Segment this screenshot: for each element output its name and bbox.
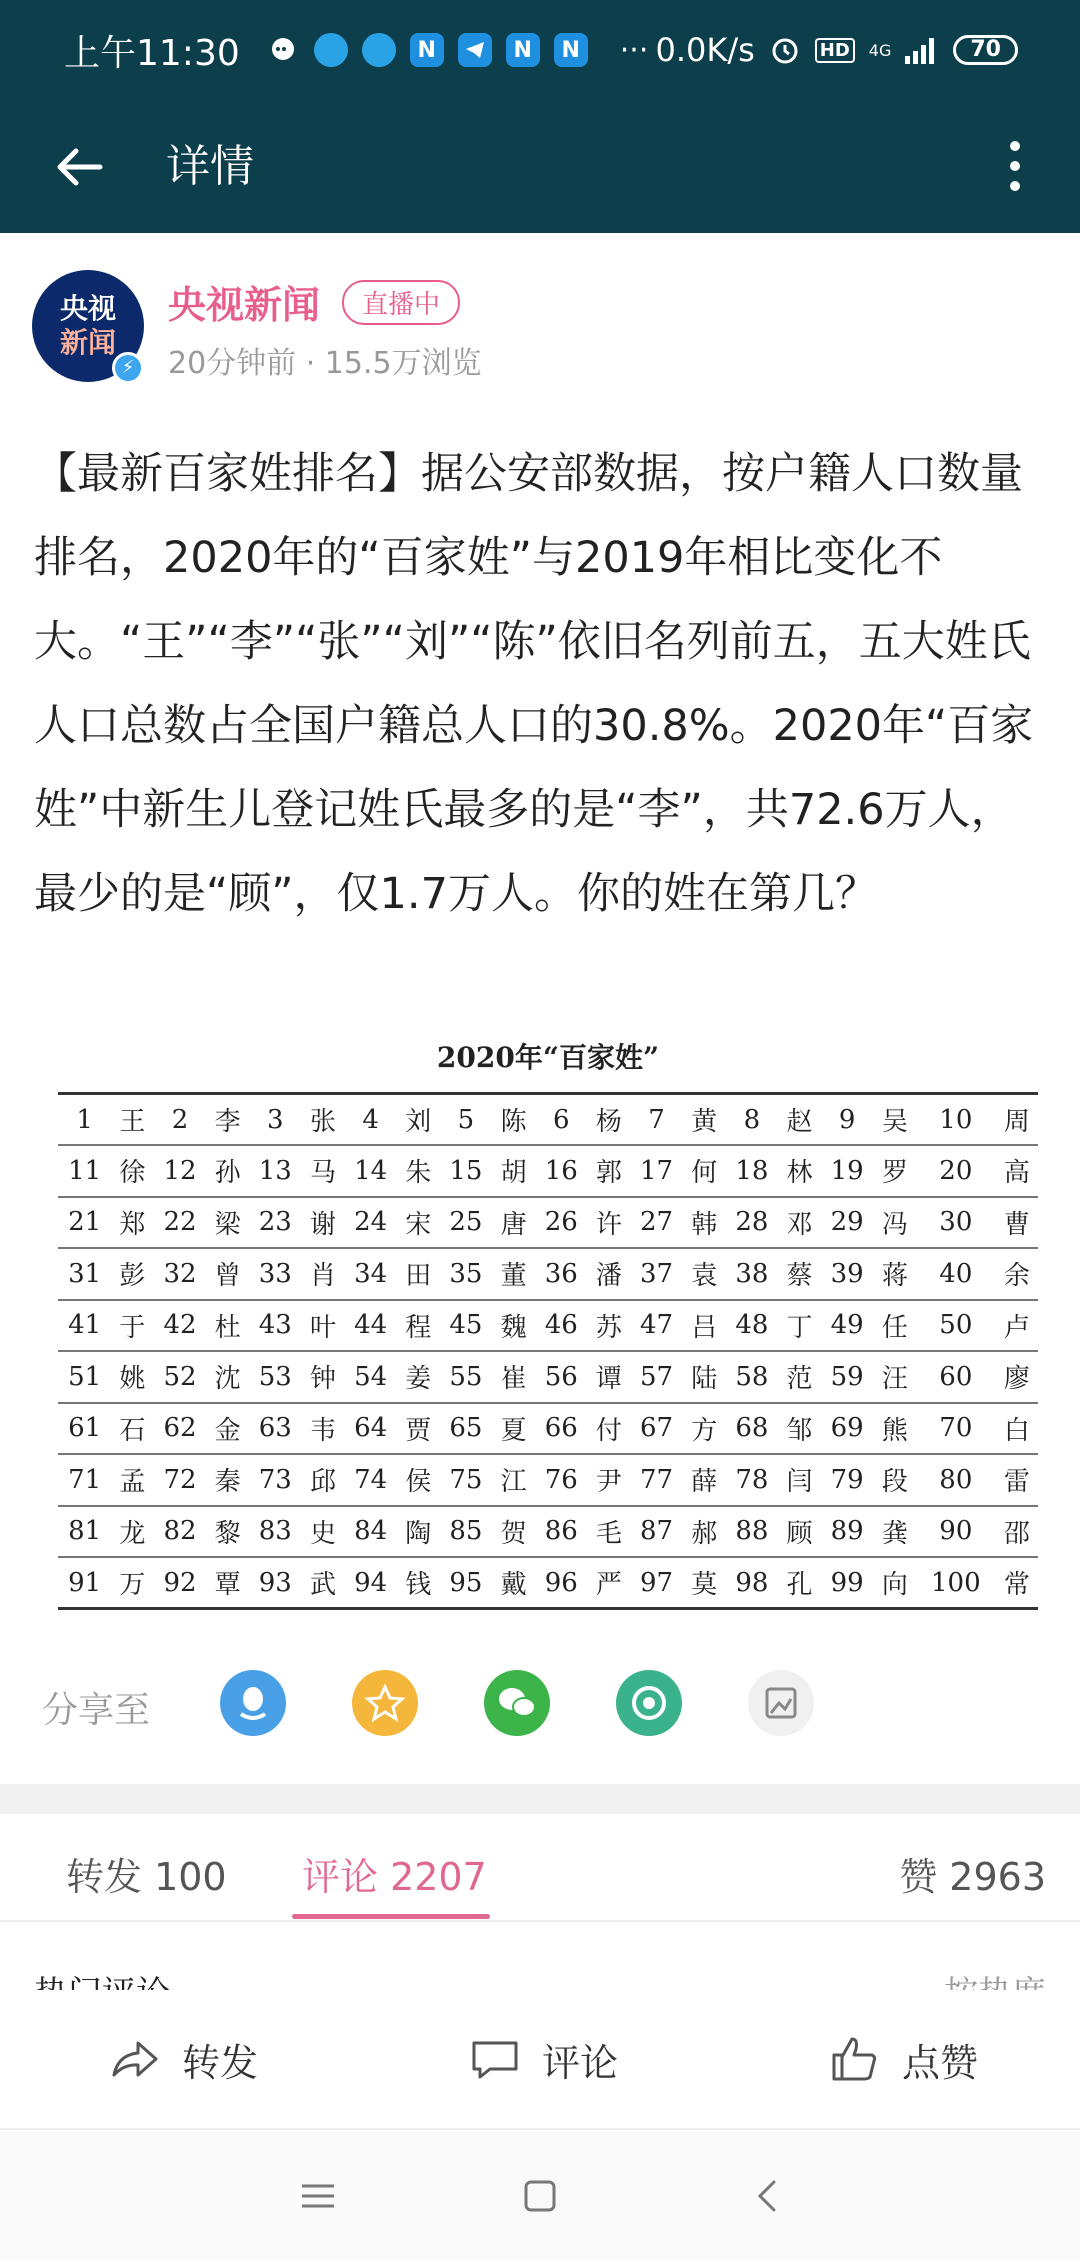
author-row[interactable] <box>32 270 1048 390</box>
surname-rank: 8 <box>725 1094 778 1146</box>
live-badge[interactable]: 直播中 <box>342 280 460 325</box>
surname-cell: 胡 <box>493 1145 535 1197</box>
like-button[interactable] <box>828 2032 978 2087</box>
surname-table <box>58 1092 1038 1610</box>
surname-cell: 程 <box>397 1300 439 1352</box>
surname-rank: 58 <box>725 1351 778 1403</box>
surname-rank: 95 <box>449 1567 483 1598</box>
action-bar <box>0 1990 1080 2130</box>
back-arrow-icon[interactable] <box>54 142 104 192</box>
surname-rank: 27 <box>630 1197 683 1249</box>
surname-cell: 沈 <box>207 1351 249 1403</box>
surname-rank: 23 <box>249 1197 302 1249</box>
home-square-icon[interactable] <box>522 2178 558 2214</box>
qzone-share-icon[interactable] <box>352 1670 418 1736</box>
surname-rank: 54 <box>344 1351 397 1403</box>
surname-cell: 高 <box>996 1145 1038 1197</box>
surname-rank: 32 <box>153 1248 206 1300</box>
surname-cell: 李 <box>207 1094 249 1146</box>
surname-rank: 4 <box>344 1094 397 1146</box>
surname-rank: 69 <box>821 1403 874 1455</box>
surname-cell: 孔 <box>786 1570 813 1600</box>
surname-cell: 姜 <box>397 1351 439 1403</box>
more-notif-icon: ··· <box>619 32 649 68</box>
comment-label: 评论 <box>542 2041 619 2085</box>
surname-rank: 34 <box>344 1248 397 1300</box>
surname-cell: 廖 <box>996 1351 1038 1403</box>
surname-rank: 47 <box>630 1300 683 1352</box>
surname-cell: 刘 <box>397 1094 439 1146</box>
surname-cell: 姚 <box>111 1351 153 1403</box>
news-notif-icon: N <box>554 33 588 67</box>
surname-rank: 20 <box>916 1145 996 1197</box>
system-nav-bar <box>0 2132 1080 2260</box>
news-notif-icon: N <box>506 33 540 67</box>
surname-rank: 40 <box>916 1248 996 1300</box>
signal-label: 4G <box>868 40 892 60</box>
surname-cell: 方 <box>683 1403 725 1455</box>
tab-bar <box>0 1814 1080 1922</box>
surname-cell: 王 <box>111 1094 153 1146</box>
surname-rank: 14 <box>344 1145 397 1197</box>
notification-icons <box>266 33 649 68</box>
surname-cell: 尹 <box>588 1454 630 1506</box>
surname-cell: 肖 <box>302 1248 344 1300</box>
surname-table-row <box>58 1454 1038 1506</box>
surname-rank: 71 <box>58 1454 111 1506</box>
surname-rank: 31 <box>58 1248 111 1300</box>
surname-cell: 范 <box>779 1351 821 1403</box>
hd-icon: HD <box>815 38 855 63</box>
surname-cell: 郑 <box>111 1197 153 1249</box>
surname-cell: 江 <box>493 1454 535 1506</box>
tab-likes[interactable]: 赞 2963 <box>899 1855 1046 1899</box>
surname-rank: 39 <box>821 1248 874 1300</box>
surname-cell: 唐 <box>493 1197 535 1249</box>
surname-rank: 22 <box>153 1197 206 1249</box>
surname-table-row <box>58 1248 1038 1300</box>
surname-rank: 44 <box>344 1300 397 1352</box>
verified-icon: ⚡ <box>112 352 144 384</box>
repost-label: 转发 <box>182 2041 259 2085</box>
surname-cell: 陆 <box>683 1351 725 1403</box>
surname-cell: 严 <box>595 1570 622 1600</box>
surname-rank: 66 <box>535 1403 588 1455</box>
surname-rank: 1 <box>58 1094 111 1146</box>
surname-rank: 3 <box>249 1094 302 1146</box>
surname-cell: 邓 <box>779 1197 821 1249</box>
surname-cell: 顾 <box>779 1506 821 1558</box>
surname-rank: 13 <box>249 1145 302 1197</box>
surname-rank: 100 <box>931 1567 981 1598</box>
surname-rank: 49 <box>821 1300 874 1352</box>
surname-cell: 林 <box>779 1145 821 1197</box>
surname-rank: 99 <box>830 1567 864 1598</box>
moments-share-icon[interactable] <box>616 1670 682 1736</box>
surname-rank: 64 <box>344 1403 397 1455</box>
surname-table-row <box>58 1557 1038 1609</box>
active-tab-indicator <box>292 1914 490 1919</box>
surname-table-row <box>58 1403 1038 1455</box>
surname-cell: 潘 <box>588 1248 630 1300</box>
surname-rank: 85 <box>439 1506 492 1558</box>
app-notif-icon <box>362 33 396 67</box>
surname-cell: 闫 <box>779 1454 821 1506</box>
surname-rank: 2 <box>153 1094 206 1146</box>
surname-cell: 蔡 <box>779 1248 821 1300</box>
surname-cell: 赵 <box>779 1094 821 1146</box>
surname-cell: 陈 <box>493 1094 535 1146</box>
surname-table-row <box>58 1506 1038 1558</box>
surname-rank: 76 <box>535 1454 588 1506</box>
surname-cell: 龙 <box>111 1506 153 1558</box>
surname-table-row <box>58 1351 1038 1403</box>
surname-rank: 60 <box>916 1351 996 1403</box>
share-arrow-icon <box>108 2033 162 2087</box>
surname-cell: 朱 <box>397 1145 439 1197</box>
surname-rank: 12 <box>153 1145 206 1197</box>
surname-cell: 魏 <box>493 1300 535 1352</box>
surname-cell: 曾 <box>207 1248 249 1300</box>
post-meta: 20分钟前 · 15.5万浏览 <box>168 346 482 381</box>
surname-cell: 付 <box>588 1403 630 1455</box>
poster-share-icon[interactable] <box>748 1670 814 1736</box>
thumbs-up-icon <box>828 2033 882 2087</box>
surname-cell: 卢 <box>996 1300 1038 1352</box>
surname-rank: 55 <box>439 1351 492 1403</box>
surname-cell: 曹 <box>996 1197 1038 1249</box>
surname-rank: 83 <box>249 1506 302 1558</box>
top-bar <box>0 0 1080 233</box>
surname-rank: 57 <box>630 1351 683 1403</box>
surname-rank: 9 <box>821 1094 874 1146</box>
surname-cell: 苏 <box>588 1300 630 1352</box>
surname-cell: 任 <box>874 1300 916 1352</box>
surname-cell: 武 <box>309 1570 336 1600</box>
surname-cell: 毛 <box>588 1506 630 1558</box>
status-right <box>655 31 1018 69</box>
surname-rank: 24 <box>344 1197 397 1249</box>
surname-cell: 郭 <box>588 1145 630 1197</box>
surname-cell: 薛 <box>683 1454 725 1506</box>
surname-cell: 周 <box>996 1094 1038 1146</box>
surname-rank: 33 <box>249 1248 302 1300</box>
net-speed: 0.0K/s <box>655 31 755 69</box>
surname-cell: 贺 <box>493 1506 535 1558</box>
surname-rank: 68 <box>725 1403 778 1455</box>
surname-rank: 19 <box>821 1145 874 1197</box>
surname-cell: 侯 <box>397 1454 439 1506</box>
surname-rank: 5 <box>439 1094 492 1146</box>
news-notif-icon: N <box>410 33 444 67</box>
surname-rank: 29 <box>821 1197 874 1249</box>
surname-rank: 28 <box>725 1197 778 1249</box>
surname-rank: 16 <box>535 1145 588 1197</box>
surname-cell: 袁 <box>683 1248 725 1300</box>
surname-table-row <box>58 1300 1038 1352</box>
avatar-text: 央视 <box>59 292 116 325</box>
surname-rank: 73 <box>249 1454 302 1506</box>
surname-cell: 丁 <box>779 1300 821 1352</box>
surname-rank: 50 <box>916 1300 996 1352</box>
surname-cell: 雷 <box>996 1454 1038 1506</box>
surname-rank: 90 <box>916 1506 996 1558</box>
surname-cell: 余 <box>996 1248 1038 1300</box>
surname-cell: 邱 <box>302 1454 344 1506</box>
surname-rank: 92 <box>163 1567 197 1598</box>
surname-cell: 邵 <box>996 1506 1038 1558</box>
battery-icon: 70 <box>953 35 1018 65</box>
figure-title: 2020年“百家姓” <box>436 1041 660 1074</box>
surname-cell: 万 <box>119 1570 146 1600</box>
surname-rank: 26 <box>535 1197 588 1249</box>
surname-rank: 80 <box>916 1454 996 1506</box>
surname-rank: 77 <box>630 1454 683 1506</box>
surname-cell: 谭 <box>588 1351 630 1403</box>
surname-table-row <box>58 1094 1038 1146</box>
comment-button[interactable] <box>468 2032 618 2087</box>
surname-cell: 夏 <box>493 1403 535 1455</box>
surname-rank: 89 <box>821 1506 874 1558</box>
page-title: 详情 <box>166 141 254 192</box>
surname-cell: 秦 <box>207 1454 249 1506</box>
surname-cell: 黄 <box>683 1094 725 1146</box>
surname-rank: 79 <box>821 1454 874 1506</box>
surname-rank: 97 <box>640 1567 674 1598</box>
surname-cell: 董 <box>493 1248 535 1300</box>
surname-cell: 常 <box>1003 1570 1030 1600</box>
surname-rank: 56 <box>535 1351 588 1403</box>
surname-rank: 88 <box>725 1506 778 1558</box>
surname-cell: 冯 <box>874 1197 916 1249</box>
tab-repost[interactable]: 转发 100 <box>66 1855 227 1899</box>
alarm-icon <box>769 34 801 66</box>
section-divider <box>0 1784 1080 1814</box>
surname-cell: 何 <box>683 1145 725 1197</box>
share-label: 分享至 <box>42 1690 151 1731</box>
surname-cell: 段 <box>874 1454 916 1506</box>
surname-rank: 51 <box>58 1351 111 1403</box>
surname-cell: 熊 <box>874 1403 916 1455</box>
status-bar <box>0 0 1080 100</box>
surname-cell: 吕 <box>683 1300 725 1352</box>
surname-rank: 53 <box>249 1351 302 1403</box>
surname-cell: 于 <box>111 1300 153 1352</box>
surname-cell: 石 <box>111 1403 153 1455</box>
surname-rank: 42 <box>153 1300 206 1352</box>
surname-cell: 杨 <box>588 1094 630 1146</box>
surname-table-row <box>58 1197 1038 1249</box>
menu-icon[interactable] <box>300 2178 336 2214</box>
surname-cell: 崔 <box>493 1351 535 1403</box>
surname-cell: 戴 <box>500 1570 527 1600</box>
surname-rank: 81 <box>58 1506 111 1558</box>
surname-rank: 84 <box>344 1506 397 1558</box>
surname-rank: 52 <box>153 1351 206 1403</box>
tab-comments[interactable]: 评论 2207 <box>302 1855 487 1899</box>
app-notif-icon <box>314 33 348 67</box>
surname-cell: 白 <box>996 1403 1038 1455</box>
surname-rank: 96 <box>544 1567 578 1598</box>
surname-cell: 钱 <box>405 1570 432 1600</box>
surname-rank: 43 <box>249 1300 302 1352</box>
telegram-notif-icon <box>458 33 492 67</box>
surname-rank: 94 <box>354 1567 388 1598</box>
surname-cell: 孙 <box>207 1145 249 1197</box>
surname-rank: 65 <box>439 1403 492 1455</box>
surname-rank: 35 <box>439 1248 492 1300</box>
surname-cell: 罗 <box>874 1145 916 1197</box>
post-text: 【最新百家姓排名】据公安部数据，按户籍人口数量排名，2020年的“百家姓”与2019年相比变化不大。“王”“李”“张”“刘”“陈”依旧名列前五，五大姓氏人口总数占全国户籍总人口的30.8%。2020年“百家姓”中新生儿登记姓氏最多的是“李”，共72.6万人，最少的是“顾”，仅1.7万人。你的姓在第几？ <box>34 449 1034 919</box>
surname-cell: 彭 <box>111 1248 153 1300</box>
surname-rank: 82 <box>153 1506 206 1558</box>
share-row <box>0 1660 1080 1750</box>
surname-rank: 25 <box>439 1197 492 1249</box>
surname-rank: 37 <box>630 1248 683 1300</box>
surname-rank: 41 <box>58 1300 111 1352</box>
surname-rank: 6 <box>535 1094 588 1146</box>
nav-bar <box>0 100 1080 233</box>
surname-cell: 梁 <box>207 1197 249 1249</box>
comment-icon <box>468 2033 522 2087</box>
surname-rank: 72 <box>153 1454 206 1506</box>
surname-rank: 87 <box>630 1506 683 1558</box>
surname-cell: 叶 <box>302 1300 344 1352</box>
surname-cell: 韦 <box>302 1403 344 1455</box>
surname-rank: 36 <box>535 1248 588 1300</box>
surname-cell: 金 <box>207 1403 249 1455</box>
surname-rank: 48 <box>725 1300 778 1352</box>
surname-rank: 30 <box>916 1197 996 1249</box>
surname-cell: 龚 <box>874 1506 916 1558</box>
surname-rank: 45 <box>439 1300 492 1352</box>
repost-button[interactable] <box>108 2032 258 2087</box>
surname-cell: 莫 <box>691 1570 718 1600</box>
surname-rank: 21 <box>58 1197 111 1249</box>
surname-rank: 11 <box>58 1145 111 1197</box>
surname-cell: 覃 <box>214 1570 241 1600</box>
surname-cell: 马 <box>302 1145 344 1197</box>
surname-rank: 10 <box>916 1094 996 1146</box>
surname-rank: 18 <box>725 1145 778 1197</box>
surname-cell: 韩 <box>683 1197 725 1249</box>
surname-cell: 邹 <box>779 1403 821 1455</box>
surname-cell: 田 <box>397 1248 439 1300</box>
surname-cell: 郝 <box>683 1506 725 1558</box>
surname-rank: 67 <box>630 1403 683 1455</box>
surname-rank: 63 <box>249 1403 302 1455</box>
surname-rank: 91 <box>68 1567 102 1598</box>
surname-cell: 许 <box>588 1197 630 1249</box>
surname-cell: 贾 <box>397 1403 439 1455</box>
surname-rank: 70 <box>916 1403 996 1455</box>
surname-cell: 杜 <box>207 1300 249 1352</box>
surname-cell: 谢 <box>302 1197 344 1249</box>
surname-cell: 宋 <box>397 1197 439 1249</box>
surname-cell: 张 <box>302 1094 344 1146</box>
avatar-text: 新闻 <box>59 326 116 359</box>
post-image[interactable] <box>58 1022 1038 1612</box>
surname-cell: 黎 <box>207 1506 249 1558</box>
surname-cell: 孟 <box>111 1454 153 1506</box>
surname-cell: 吴 <box>874 1094 916 1146</box>
surname-cell: 钟 <box>302 1351 344 1403</box>
message-notif-icon <box>266 33 300 67</box>
surname-rank: 93 <box>258 1567 292 1598</box>
surname-rank: 61 <box>58 1403 111 1455</box>
comments-header <box>0 1930 1080 1990</box>
surname-rank: 17 <box>630 1145 683 1197</box>
author-name[interactable]: 央视新闻 <box>168 283 321 327</box>
signal-icon <box>905 36 939 64</box>
surname-rank: 86 <box>535 1506 588 1558</box>
qq-share-icon[interactable] <box>220 1670 286 1736</box>
status-time: 上午11:30 <box>64 32 240 74</box>
surname-table-row <box>58 1145 1038 1197</box>
surname-cell: 向 <box>881 1570 908 1600</box>
surname-rank: 75 <box>439 1454 492 1506</box>
surname-cell: 史 <box>302 1506 344 1558</box>
surname-cell: 蒋 <box>874 1248 916 1300</box>
surname-rank: 15 <box>439 1145 492 1197</box>
surname-rank: 74 <box>344 1454 397 1506</box>
surname-cell: 汪 <box>874 1351 916 1403</box>
surname-cell: 徐 <box>111 1145 153 1197</box>
like-label: 点赞 <box>902 2041 979 2085</box>
surname-rank: 7 <box>630 1094 683 1146</box>
surname-cell: 陶 <box>397 1506 439 1558</box>
wechat-share-icon[interactable] <box>484 1670 550 1736</box>
more-vert-icon[interactable] <box>1000 136 1030 196</box>
surname-rank: 62 <box>153 1403 206 1455</box>
surname-rank: 78 <box>725 1454 778 1506</box>
back-chevron-icon[interactable] <box>750 2178 786 2214</box>
surname-rank: 46 <box>535 1300 588 1352</box>
surname-rank: 38 <box>725 1248 778 1300</box>
surname-rank: 98 <box>735 1567 769 1598</box>
surname-rank: 59 <box>821 1351 874 1403</box>
